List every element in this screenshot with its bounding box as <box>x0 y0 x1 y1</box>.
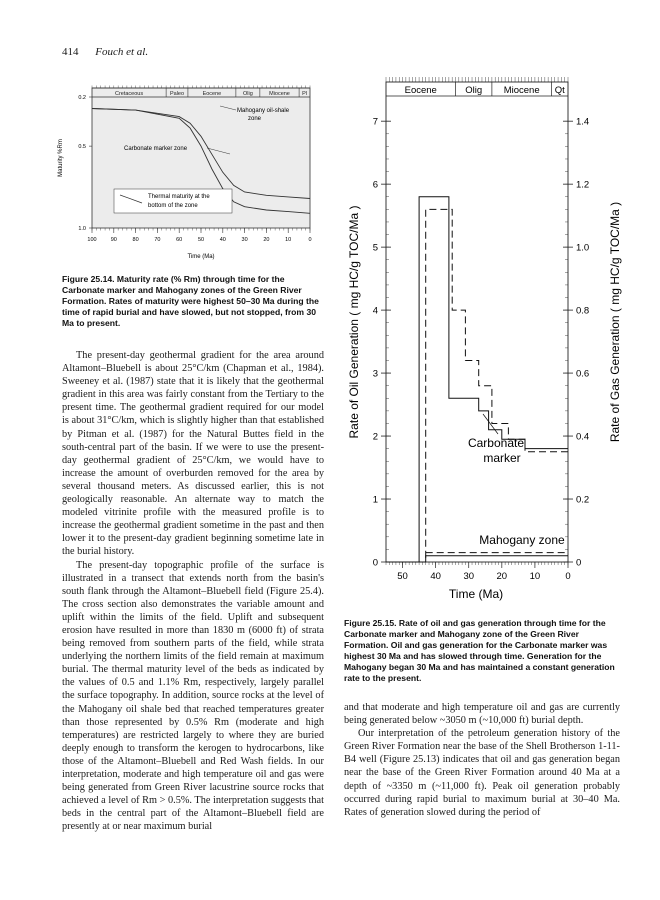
y2-tick-label: 0.6 <box>576 368 590 380</box>
x-tick-label: 20 <box>496 571 508 582</box>
y-tick-label: 0 <box>372 557 378 569</box>
annotation-carbonate: Carbonate marker zone <box>124 146 188 152</box>
y2-tick-label: 1.0 <box>576 242 590 254</box>
legend-text-line2: bottom of the zone <box>148 203 198 209</box>
period-label: Miocene <box>503 85 540 96</box>
annotation-mahogany-line1: Mahogany oil-shale <box>237 108 290 114</box>
series-line <box>386 209 568 562</box>
y-tick-label: 1 <box>372 494 378 506</box>
x-tick-label: 30 <box>241 237 248 243</box>
right-column-text <box>344 701 620 819</box>
annotation-marker: marker <box>483 451 521 465</box>
x-tick-label: 80 <box>132 237 139 243</box>
figure-25-14-chart <box>52 76 332 266</box>
fig15-y2label: Rate of Gas Generation ( mg HC/g TOC/Ma ) <box>608 201 622 443</box>
period-label: Miocene <box>269 91 290 97</box>
period-label: Paleo <box>169 91 185 97</box>
y-tick-label: 3 <box>372 368 378 380</box>
y-tick-label: 7 <box>372 116 378 128</box>
series-line <box>386 197 568 562</box>
period-label: Qt <box>554 85 565 96</box>
y2-tick-label: 0 <box>576 557 582 569</box>
paragraph: The present-day geothermal gradient for the area around Altamont–Bluebell is about 25°C/km (Chapman et al., 1984). Sweeney et al. (1987) state that it is likely that the geothermal gradient in this area was fairly constant from the Tertiary to the present time. The geothermal gradient required for our model is about 31°C/km, which is slightly higher than that established by Pitman et al. (1987) for the Natural Buttes field in the south-central part of the basin. If we were to use the present-day geothermal gradient of 25°C/km, we would have to increase the amount of overburden removed for the area by several thousand meters. As discussed earlier, this is not geologically reasonable. An alternate way to match the modeled vitrinite profile with the measured profile is to increase the geothermal gradient sometime in the past and then lower it to the present-day gradient beginning sometime late in the burial history. <box>62 350 324 558</box>
x-tick-label: 90 <box>110 237 117 243</box>
figure-25-15-chart <box>336 74 632 610</box>
x-tick-label: 20 <box>263 237 270 243</box>
x-tick-label: 100 <box>87 237 97 243</box>
fig15-xlabel: Time (Ma) <box>448 587 504 601</box>
y2-tick-label: 0.4 <box>576 431 590 443</box>
period-label: Eocene <box>202 91 222 97</box>
fig15-frame <box>386 82 568 562</box>
y-tick-label: 4 <box>372 305 378 317</box>
period-label: Olig <box>465 85 483 96</box>
paragraph: and that moderate and high temperature oil and gas are currently being generated below ~3050 m (~10,000 ft) burial depth. <box>344 702 620 727</box>
legend-text-line1: Thermal maturity at the <box>148 194 210 200</box>
x-tick-label: 30 <box>463 571 475 582</box>
y-tick-label: 5 <box>372 242 378 254</box>
period-label: Olig <box>242 91 253 97</box>
paragraph: Our interpretation of the petroleum generation history of the Green River Formation near the base of the Shell Brotherson 1-11-B4 well (Figure 25.13) indicates that oil and gas generation began near the base of the Green River Formation around 40 Ma at a depth of ~3350 m (~11,000 ft). Peak oil generation probably occurred during rapid burial to maximum burial at 30–40 Ma. Rates of generation slowed during the period of <box>344 728 620 818</box>
y2-tick-label: 0.8 <box>576 305 590 317</box>
running-authors: Fouch et al. <box>95 46 149 58</box>
x-tick-label: 50 <box>197 237 205 243</box>
left-column-text <box>62 349 324 833</box>
x-tick-label: 50 <box>397 571 408 582</box>
period-label: Eocene <box>404 85 437 96</box>
running-header <box>62 46 148 58</box>
paragraph: The present-day topographic profile of the surface is illustrated in a transect that extends north from the basin's south flank through the Altamont–Bluebell field (Figure 25.4). The cross section also demonstrates the variable amount and uplift within the limits of the field. Uplift and subsequent erosion have resulted in more than 1830 m (6000 ft) of strata being removed from southern parts of the field, while strata underlying the northern limits of the field remain at maximum burial. The thermal maturity level of the beds as indicated by the values of 0.5 and 1.1% Rm, respectively, largely parallel the surface topography. In addition, source rocks at the level of the Mahogany oil shale bed that reached temperatures greater than those represented by 0.5% Rm (moderate and high temperatures) are restricted largely to where they are buried deeply enough to transform the kerogen to hydrocarbons, like those of the Altamont–Bluebell and Red Wash fields. In our interpretation, moderate and high temperature oil and gas were being generated from Green River lacustrine source rocks that achieved a level of Rm > 0.5%. The interpretation suggests that beds in the central part of the Altamont–Bluebell field are presently at or near maximum burial <box>62 559 324 833</box>
figure-25-15-caption: Figure 25.15. Rate of oil and gas generation through time for the Carbonate marker and Mahogany zone of the Green River Formation. Oil and gas generation for the Carbonate marker was highest 30 Ma and has slowed through time. Generation for the Mahogany began 30 Ma and has maintained a constant generation rate to the present. <box>344 618 615 683</box>
fig14-ylabel: Maturity %Rm <box>58 139 64 177</box>
annotation-carbonate: Carbonate <box>467 436 525 450</box>
period-label: Pl <box>302 91 307 97</box>
y-tick-label: 0.5 <box>78 144 86 151</box>
series-line <box>386 556 568 562</box>
page-number: 414 <box>62 46 79 58</box>
y-tick-label: 2 <box>372 431 378 443</box>
x-tick-label: 40 <box>219 237 226 243</box>
annotation-mahogany-zone: Mahogany zone <box>479 533 565 547</box>
x-tick-label: 10 <box>529 571 541 582</box>
x-tick-label: 0 <box>565 571 571 582</box>
y2-tick-label: 0.2 <box>576 494 590 506</box>
fig14-xlabel: Time (Ma) <box>187 254 215 260</box>
x-tick-label: 70 <box>154 237 161 243</box>
y2-tick-label: 1.2 <box>576 179 590 191</box>
legend-box <box>114 189 232 213</box>
y-tick-label: 0.2 <box>78 95 86 101</box>
y-tick-label: 6 <box>372 179 378 191</box>
annotation-mahogany-line2: zone <box>248 116 262 122</box>
figure-25-14-caption: Figure 25.14. Maturity rate (% Rm) through time for the Carbonate marker and Mahogany zones of the Green River Formation. Rates of maturity were highest 50–30 Ma during the time of rapid burial and have slowed, but not stopped, from 30 Ma to present. <box>62 274 319 328</box>
x-tick-label: 10 <box>285 237 292 243</box>
period-label: Cretaceous <box>114 91 144 97</box>
x-tick-label: 60 <box>176 237 183 243</box>
x-tick-label: 40 <box>430 571 441 582</box>
x-tick-label: 0 <box>308 237 312 243</box>
y-tick-label: 1.0 <box>78 226 86 232</box>
y2-tick-label: 1.4 <box>576 116 590 128</box>
fig15-ylabel: Rate of Oil Generation ( mg HC/g TOC/Ma ) <box>347 205 361 439</box>
